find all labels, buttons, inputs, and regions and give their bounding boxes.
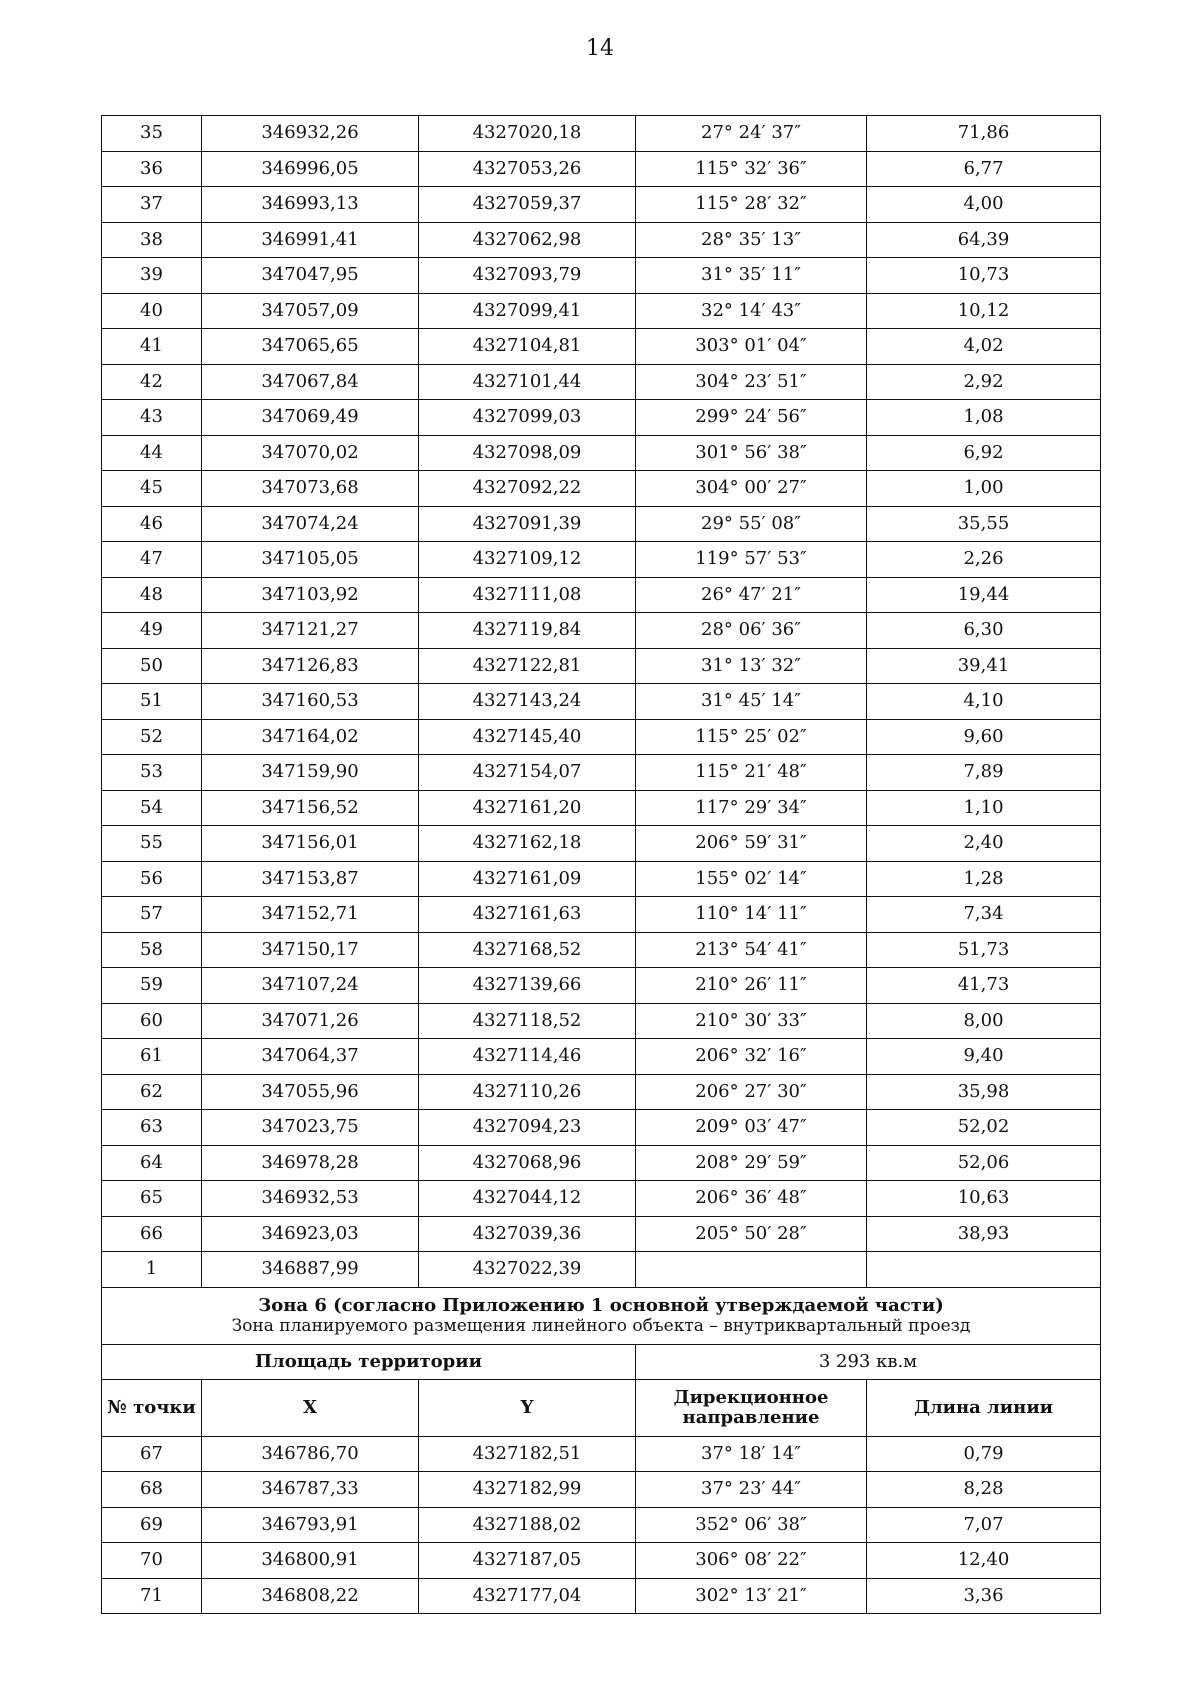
cell-direction: 302° 13′ 21″ [636, 1578, 867, 1614]
cell-length: 1,08 [867, 400, 1101, 436]
cell-x: 347107,24 [202, 968, 419, 1004]
table-row [102, 364, 1101, 400]
cell-length: 2,92 [867, 364, 1101, 400]
cell-point: 45 [102, 471, 202, 507]
cell-length [867, 1252, 1101, 1288]
cell-length: 2,26 [867, 542, 1101, 578]
cell-direction: 115° 21′ 48″ [636, 755, 867, 791]
cell-x: 346800,91 [202, 1543, 419, 1579]
header-direction-line2: направление [682, 1406, 820, 1428]
table-row [102, 1578, 1101, 1614]
cell-direction: 32° 14′ 43″ [636, 293, 867, 329]
table-row [102, 1181, 1101, 1217]
cell-point: 43 [102, 400, 202, 436]
cell-y: 4327110,26 [419, 1074, 636, 1110]
table-row [102, 151, 1101, 187]
cell-direction: 26° 47′ 21″ [636, 577, 867, 613]
cell-x: 347071,26 [202, 1003, 419, 1039]
cell-length: 52,02 [867, 1110, 1101, 1146]
cell-point: 64 [102, 1145, 202, 1181]
cell-point: 38 [102, 222, 202, 258]
cell-y: 4327182,99 [419, 1472, 636, 1508]
header-direction-line1: Дирекционное [673, 1386, 829, 1408]
cell-direction: 110° 14′ 11″ [636, 897, 867, 933]
cell-direction: 352° 06′ 38″ [636, 1507, 867, 1543]
cell-y: 4327099,41 [419, 293, 636, 329]
cell-point: 69 [102, 1507, 202, 1543]
cell-x: 346978,28 [202, 1145, 419, 1181]
cell-direction: 301° 56′ 38″ [636, 435, 867, 471]
cell-y: 4327068,96 [419, 1145, 636, 1181]
table-row [102, 1216, 1101, 1252]
table-row [102, 790, 1101, 826]
table-row [102, 400, 1101, 436]
cell-length: 2,40 [867, 826, 1101, 862]
cell-direction: 206° 32′ 16″ [636, 1039, 867, 1075]
cell-x: 346991,41 [202, 222, 419, 258]
cell-point: 58 [102, 932, 202, 968]
cell-direction: 115° 25′ 02″ [636, 719, 867, 755]
cell-direction: 304° 00′ 27″ [636, 471, 867, 507]
cell-x: 347160,53 [202, 684, 419, 720]
cell-direction: 28° 35′ 13″ [636, 222, 867, 258]
cell-length: 1,00 [867, 471, 1101, 507]
cell-x: 346808,22 [202, 1578, 419, 1614]
coordinates-table [101, 115, 1101, 1614]
cell-x: 347156,52 [202, 790, 419, 826]
cell-x: 347150,17 [202, 932, 419, 968]
cell-y: 4327182,51 [419, 1436, 636, 1472]
cell-length: 4,02 [867, 329, 1101, 365]
cell-x: 347159,90 [202, 755, 419, 791]
cell-direction: 119° 57′ 53″ [636, 542, 867, 578]
cell-direction: 209° 03′ 47″ [636, 1110, 867, 1146]
cell-length: 51,73 [867, 932, 1101, 968]
cell-length: 64,39 [867, 222, 1101, 258]
table-row [102, 1039, 1101, 1075]
table-row [102, 435, 1101, 471]
cell-x: 346932,53 [202, 1181, 419, 1217]
cell-x: 347152,71 [202, 897, 419, 933]
cell-point: 41 [102, 329, 202, 365]
cell-y: 4327039,36 [419, 1216, 636, 1252]
cell-x: 346923,03 [202, 1216, 419, 1252]
cell-direction: 28° 06′ 36″ [636, 613, 867, 649]
cell-y: 4327161,20 [419, 790, 636, 826]
cell-point: 60 [102, 1003, 202, 1039]
cell-y: 4327119,84 [419, 613, 636, 649]
cell-length: 3,36 [867, 1578, 1101, 1614]
cell-x: 347103,92 [202, 577, 419, 613]
header-y: Y [419, 1379, 636, 1436]
cell-y: 4327118,52 [419, 1003, 636, 1039]
cell-direction: 115° 32′ 36″ [636, 151, 867, 187]
cell-length: 8,28 [867, 1472, 1101, 1508]
cell-point: 36 [102, 151, 202, 187]
cell-point: 42 [102, 364, 202, 400]
cell-point: 57 [102, 897, 202, 933]
cell-point: 65 [102, 1181, 202, 1217]
cell-point: 66 [102, 1216, 202, 1252]
table-row [102, 1145, 1101, 1181]
cell-point: 62 [102, 1074, 202, 1110]
cell-direction: 303° 01′ 04″ [636, 329, 867, 365]
cell-y: 4327059,37 [419, 187, 636, 223]
cell-y: 4327104,81 [419, 329, 636, 365]
cell-direction: 27° 24′ 37″ [636, 116, 867, 152]
cell-x: 346887,99 [202, 1252, 419, 1288]
cell-x: 347069,49 [202, 400, 419, 436]
cell-y: 4327092,22 [419, 471, 636, 507]
cell-x: 346787,33 [202, 1472, 419, 1508]
cell-point: 67 [102, 1436, 202, 1472]
table-row [102, 861, 1101, 897]
cell-direction: 210° 30′ 33″ [636, 1003, 867, 1039]
cell-x: 347057,09 [202, 293, 419, 329]
cell-y: 4327187,05 [419, 1543, 636, 1579]
table-row [102, 506, 1101, 542]
table-row [102, 1252, 1101, 1288]
cell-y: 4327168,52 [419, 932, 636, 968]
table-row [102, 1074, 1101, 1110]
cell-point: 50 [102, 648, 202, 684]
cell-length: 4,00 [867, 187, 1101, 223]
table-row [102, 897, 1101, 933]
cell-y: 4327044,12 [419, 1181, 636, 1217]
cell-point: 71 [102, 1578, 202, 1614]
cell-y: 4327098,09 [419, 435, 636, 471]
table-row [102, 222, 1101, 258]
cell-x: 347153,87 [202, 861, 419, 897]
table-row [102, 1507, 1101, 1543]
cell-point: 47 [102, 542, 202, 578]
cell-point: 59 [102, 968, 202, 1004]
cell-point: 54 [102, 790, 202, 826]
table-row [102, 1472, 1101, 1508]
header-length: Длина линии [867, 1379, 1101, 1436]
cell-x: 347073,68 [202, 471, 419, 507]
cell-direction: 29° 55′ 08″ [636, 506, 867, 542]
cell-point: 1 [102, 1252, 202, 1288]
cell-x: 347065,65 [202, 329, 419, 365]
cell-y: 4327139,66 [419, 968, 636, 1004]
cell-x: 347067,84 [202, 364, 419, 400]
cell-direction [636, 1252, 867, 1288]
cell-y: 4327161,09 [419, 861, 636, 897]
table-row [102, 258, 1101, 294]
cell-point: 56 [102, 861, 202, 897]
cell-y: 4327122,81 [419, 648, 636, 684]
cell-length: 41,73 [867, 968, 1101, 1004]
cell-y: 4327111,08 [419, 577, 636, 613]
table-row [102, 329, 1101, 365]
cell-length: 7,89 [867, 755, 1101, 791]
cell-direction: 115° 28′ 32″ [636, 187, 867, 223]
table-row [102, 116, 1101, 152]
table-row [102, 719, 1101, 755]
cell-y: 4327109,12 [419, 542, 636, 578]
cell-direction: 117° 29′ 34″ [636, 790, 867, 826]
cell-y: 4327053,26 [419, 151, 636, 187]
cell-y: 4327101,44 [419, 364, 636, 400]
cell-point: 40 [102, 293, 202, 329]
cell-point: 37 [102, 187, 202, 223]
zone-section [102, 1287, 1101, 1436]
cell-y: 4327177,04 [419, 1578, 636, 1614]
cell-length: 38,93 [867, 1216, 1101, 1252]
cell-x: 347164,02 [202, 719, 419, 755]
area-label: Площадь территории [102, 1344, 636, 1379]
cell-direction: 31° 45′ 14″ [636, 684, 867, 720]
cell-direction: 37° 18′ 14″ [636, 1436, 867, 1472]
table-row [102, 755, 1101, 791]
cell-point: 39 [102, 258, 202, 294]
zone-title: Зона 6 (согласно Приложению 1 основной утверждаемой части) [258, 1294, 944, 1316]
page-number: 14 [586, 36, 614, 61]
table-row [102, 577, 1101, 613]
cell-length: 10,63 [867, 1181, 1101, 1217]
cell-y: 4327188,02 [419, 1507, 636, 1543]
area-value: 3 293 кв.м [636, 1344, 1101, 1379]
cell-length: 71,86 [867, 116, 1101, 152]
cell-length: 8,00 [867, 1003, 1101, 1039]
header-point: № точки [102, 1379, 202, 1436]
zone-subtitle: Зона планируемого размещения линейного объекта – внутриквартальный проезд [231, 1315, 971, 1336]
cell-y: 4327145,40 [419, 719, 636, 755]
cell-length: 6,92 [867, 435, 1101, 471]
table-row [102, 187, 1101, 223]
cell-point: 61 [102, 1039, 202, 1075]
cell-length: 9,40 [867, 1039, 1101, 1075]
cell-direction: 306° 08′ 22″ [636, 1543, 867, 1579]
cell-y: 4327022,39 [419, 1252, 636, 1288]
cell-y: 4327114,46 [419, 1039, 636, 1075]
cell-point: 48 [102, 577, 202, 613]
cell-x: 346996,05 [202, 151, 419, 187]
cell-y: 4327099,03 [419, 400, 636, 436]
cell-length: 1,28 [867, 861, 1101, 897]
cell-length: 52,06 [867, 1145, 1101, 1181]
cell-x: 347047,95 [202, 258, 419, 294]
cell-point: 53 [102, 755, 202, 791]
cell-direction: 205° 50′ 28″ [636, 1216, 867, 1252]
cell-y: 4327162,18 [419, 826, 636, 862]
cell-direction: 206° 27′ 30″ [636, 1074, 867, 1110]
cell-y: 4327093,79 [419, 258, 636, 294]
table-row [102, 968, 1101, 1004]
cell-y: 4327143,24 [419, 684, 636, 720]
cell-y: 4327062,98 [419, 222, 636, 258]
table-row [102, 1110, 1101, 1146]
cell-direction: 206° 59′ 31″ [636, 826, 867, 862]
zone-title-row [102, 1287, 1101, 1344]
cell-length: 0,79 [867, 1436, 1101, 1472]
cell-length: 4,10 [867, 684, 1101, 720]
table-body-top [102, 116, 1101, 1288]
cell-point: 55 [102, 826, 202, 862]
cell-x: 346786,70 [202, 1436, 419, 1472]
table-row [102, 648, 1101, 684]
cell-point: 35 [102, 116, 202, 152]
cell-length: 7,34 [867, 897, 1101, 933]
cell-length: 9,60 [867, 719, 1101, 755]
cell-x: 347105,05 [202, 542, 419, 578]
cell-length: 6,77 [867, 151, 1101, 187]
cell-direction: 31° 35′ 11″ [636, 258, 867, 294]
cell-length: 39,41 [867, 648, 1101, 684]
cell-point: 63 [102, 1110, 202, 1146]
cell-x: 347064,37 [202, 1039, 419, 1075]
cell-direction: 299° 24′ 56″ [636, 400, 867, 436]
cell-x: 346993,13 [202, 187, 419, 223]
cell-direction: 208° 29′ 59″ [636, 1145, 867, 1181]
cell-x: 347156,01 [202, 826, 419, 862]
header-x: X [202, 1379, 419, 1436]
cell-point: 51 [102, 684, 202, 720]
cell-x: 347126,83 [202, 648, 419, 684]
cell-y: 4327161,63 [419, 897, 636, 933]
cell-y: 4327094,23 [419, 1110, 636, 1146]
cell-x: 346932,26 [202, 116, 419, 152]
table-row [102, 471, 1101, 507]
table-body-bottom [102, 1436, 1101, 1614]
header-row [102, 1379, 1101, 1436]
table-row [102, 684, 1101, 720]
cell-length: 35,55 [867, 506, 1101, 542]
cell-direction: 206° 36′ 48″ [636, 1181, 867, 1217]
table-row [102, 613, 1101, 649]
cell-y: 4327020,18 [419, 116, 636, 152]
cell-length: 19,44 [867, 577, 1101, 613]
cell-direction: 31° 13′ 32″ [636, 648, 867, 684]
cell-length: 35,98 [867, 1074, 1101, 1110]
cell-direction: 155° 02′ 14″ [636, 861, 867, 897]
table-row [102, 1003, 1101, 1039]
cell-y: 4327091,39 [419, 506, 636, 542]
table-row [102, 932, 1101, 968]
table-row [102, 542, 1101, 578]
cell-y: 4327154,07 [419, 755, 636, 791]
cell-point: 70 [102, 1543, 202, 1579]
table-row [102, 293, 1101, 329]
cell-point: 49 [102, 613, 202, 649]
cell-x: 346793,91 [202, 1507, 419, 1543]
cell-direction: 213° 54′ 41″ [636, 932, 867, 968]
cell-point: 68 [102, 1472, 202, 1508]
cell-x: 347070,02 [202, 435, 419, 471]
table-row [102, 1436, 1101, 1472]
cell-length: 1,10 [867, 790, 1101, 826]
zone-area-row [102, 1344, 1101, 1379]
cell-direction: 210° 26′ 11″ [636, 968, 867, 1004]
cell-length: 7,07 [867, 1507, 1101, 1543]
cell-length: 10,12 [867, 293, 1101, 329]
cell-direction: 37° 23′ 44″ [636, 1472, 867, 1508]
cell-x: 347055,96 [202, 1074, 419, 1110]
table-row [102, 826, 1101, 862]
cell-length: 10,73 [867, 258, 1101, 294]
cell-point: 44 [102, 435, 202, 471]
cell-length: 6,30 [867, 613, 1101, 649]
cell-x: 347121,27 [202, 613, 419, 649]
cell-direction: 304° 23′ 51″ [636, 364, 867, 400]
table-row [102, 1543, 1101, 1579]
cell-x: 347074,24 [202, 506, 419, 542]
cell-x: 347023,75 [202, 1110, 419, 1146]
cell-point: 52 [102, 719, 202, 755]
cell-length: 12,40 [867, 1543, 1101, 1579]
header-direction [636, 1379, 867, 1436]
cell-point: 46 [102, 506, 202, 542]
zone-title-cell [102, 1287, 1101, 1344]
